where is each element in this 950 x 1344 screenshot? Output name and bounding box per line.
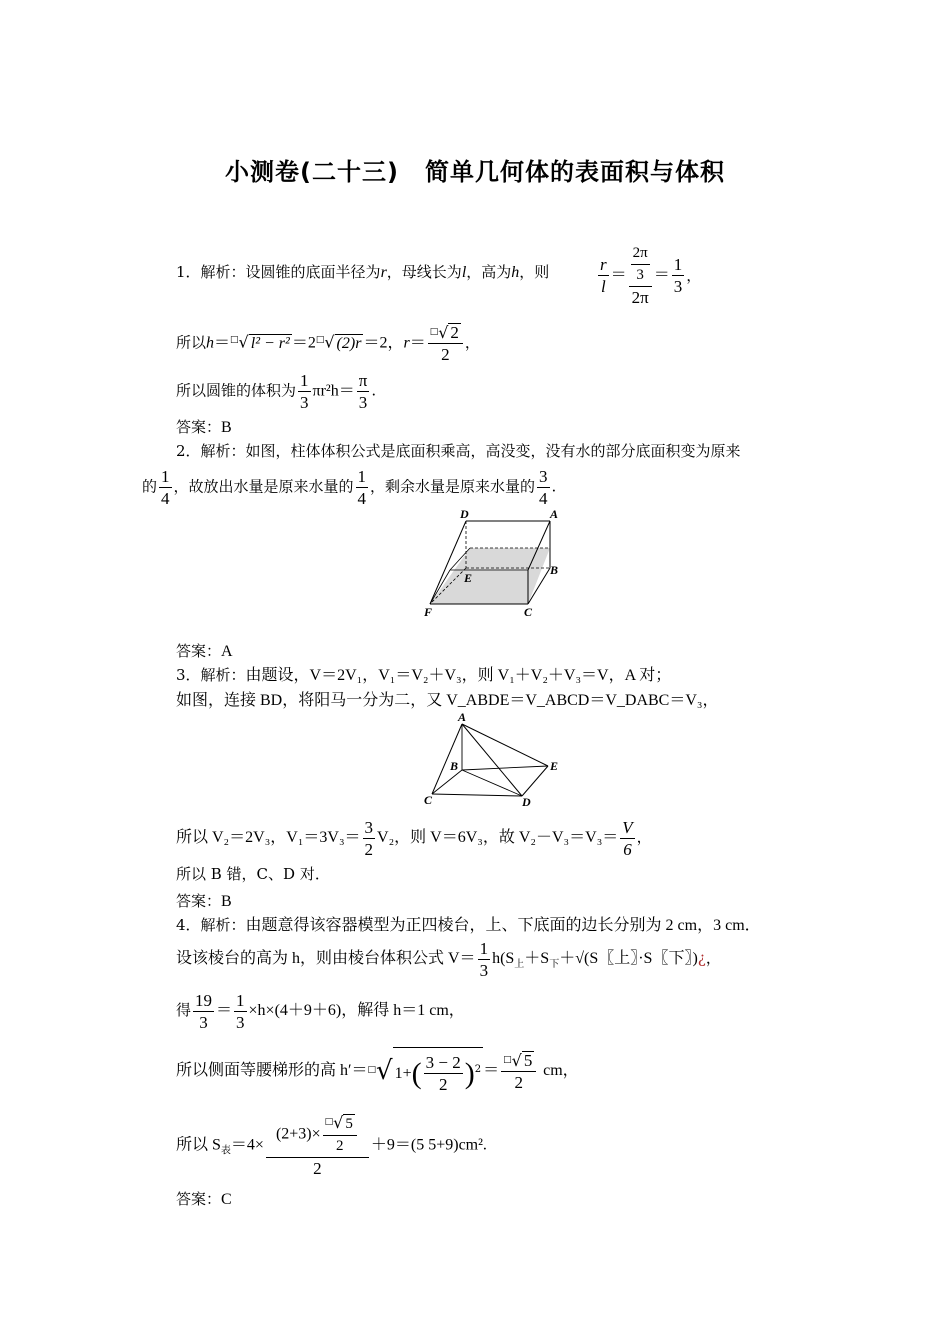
label-F: F bbox=[424, 605, 433, 619]
radicand-2r: (2)r bbox=[336, 334, 362, 352]
q4-line5: 所以 $S_表=4\times$ (2+3)× $\frac{^□√ 5}{2}$ 2 ＋9＝(5 5+9)cm². bbox=[176, 1113, 487, 1178]
q3-line4: 所以 B 错，C、D 对． bbox=[176, 865, 330, 883]
pyramid-figure bbox=[422, 710, 572, 810]
q4-line3: 得 $\frac{19}{3}$ ＝ $\frac{1}{3}$ ×h×(4＋9＋6)，解得 h＝1 cm， bbox=[176, 990, 465, 1032]
q1-lead: 1．解析： bbox=[176, 263, 246, 281]
q4-line4: 所以侧面等腰梯形的高 h′＝□√ 1+( $\frac{3 - 2}{2}$ )$^2$ ＝ $\frac{^□√ 5}{2}$ cm， bbox=[176, 1046, 579, 1096]
q1-line3: 所以圆锥的体积为 $\frac{1}{3}$ πr²h＝ $\frac{\pi}{3}$ . bbox=[176, 371, 377, 412]
label-A: A bbox=[550, 508, 559, 521]
q2-line1: 2．解析：如图，柱体体积公式是底面积乘高，高没变，没有水的部分底面积变为原来 bbox=[176, 442, 741, 460]
label-E: E bbox=[550, 759, 559, 773]
fraction-r-over-l: $\frac{r}{l}$ bbox=[600, 255, 607, 296]
label-E: E bbox=[464, 571, 473, 585]
prism-figure bbox=[420, 508, 570, 620]
radicand-slant-height: 1+( $\frac{3 - 2}{2}$ )$^2$ bbox=[393, 1047, 484, 1096]
surface-area-fraction: (2+3)× $\frac{^□√ 5}{2}$ 2 bbox=[266, 1112, 369, 1179]
label-A: A bbox=[458, 710, 467, 724]
q1-fraction-group: $\frac{r}{l}$ ＝ $\frac{\frac{2\pi}{3}}{2\pi}$ ＝ $\frac{1}{3}$ ， bbox=[600, 245, 702, 307]
fraction-root2-over-2: $\frac{^□√ 2}{2}$ bbox=[428, 322, 463, 365]
title-part2: 简单几何体的表面积与体积 bbox=[424, 158, 725, 186]
q1-line2: 所以h＝□√ l² − r² ＝2□√ (2)r ＝2，r＝ $\frac{^□√ 2}{2}$ ， bbox=[176, 323, 480, 364]
label-D: D bbox=[460, 508, 469, 521]
q3-line2: 如图，连接 BD，将阳马一分为二，又 V_ABDE＝V_ABCD＝V_DABC＝V₃， bbox=[176, 692, 719, 709]
title-part1: 小测卷(二十三) bbox=[225, 158, 399, 186]
label-B: B bbox=[550, 563, 559, 577]
answer-4: 答案：C bbox=[176, 1190, 232, 1208]
fraction-one-third: $\frac{1}{3}$ bbox=[673, 255, 683, 296]
q3-line1: 3．解析：由题设，V＝2V₁，V₁＝V₂＋V₃，则 V₁＋V₂＋V₃＝V，A 对； bbox=[176, 666, 672, 684]
q1-line1: 1．解析：设圆锥的底面半径为r，母线长为l，高为h，则 bbox=[176, 263, 550, 281]
answer-3: 答案：B bbox=[176, 892, 232, 910]
q4-line1: 4．解析：由题意得该容器模型为正四棱台，上、下底面的边长分别为 2 cm，3 cm． bbox=[176, 916, 761, 934]
page-title bbox=[0, 152, 950, 187]
label-C: C bbox=[424, 793, 433, 807]
radicand-l2-r2: l² − r² bbox=[250, 334, 290, 352]
answer-1: 答案：B bbox=[176, 418, 232, 436]
fraction-2pi3-over-2pi: $\frac{\frac{2\pi}{3}}{2\pi}$ bbox=[629, 243, 652, 308]
label-D: D bbox=[522, 795, 531, 809]
label-C: C bbox=[524, 605, 533, 619]
q3-line3: 所以 V₂＝2V₃，V₁＝3V₃＝ $\frac{3}{2}$ V₂，则 V＝6V₃，故 V₂－V₃＝V₃＝ $\frac{V}{6}$ ， bbox=[176, 817, 652, 859]
answer-2: 答案：A bbox=[176, 642, 233, 660]
q2-line2: 的 $\frac{1}{4}$ ，故放出水量是原来水量的 $\frac{1}{4}$ ，剩余水量是原来水量的 $\frac{3}{4}$ . bbox=[142, 467, 557, 508]
q4-line2: 设该棱台的高为 h，则由棱台体积公式 V＝ $\frac{1}{3}$ $h(S_上+S_下+√(S$〖上〗·S〖下〗)¿， bbox=[176, 938, 721, 980]
label-B: B bbox=[450, 759, 459, 773]
